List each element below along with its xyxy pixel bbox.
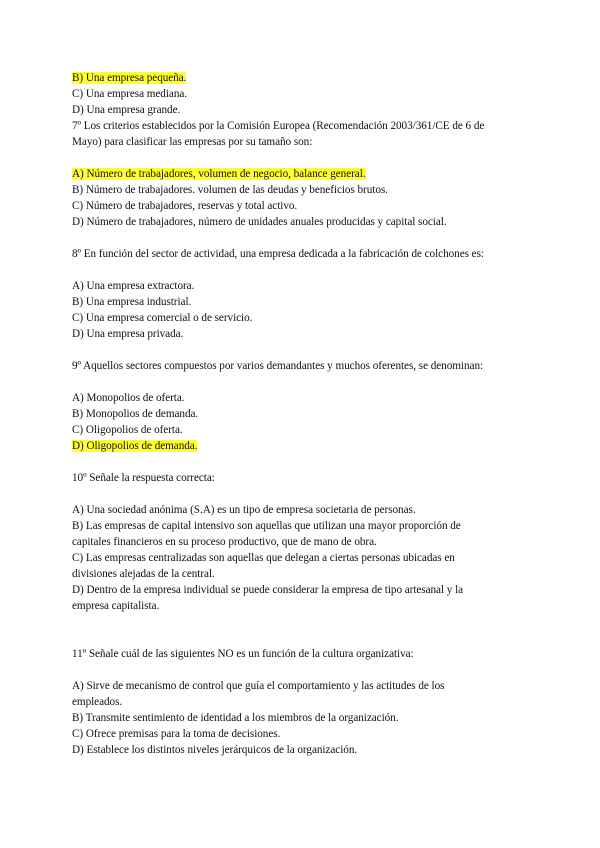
- q8-option-d: D) Una empresa privada.: [72, 328, 184, 340]
- option-d-prev: D) Una empresa grande.: [72, 104, 181, 116]
- q8-option-b: B) Una empresa industrial.: [72, 296, 192, 308]
- spacer: [72, 486, 532, 502]
- spacer: [72, 614, 532, 630]
- question-9: 9º Aquellos sectores compuestos por varios demandantes y muchos oferentes, se denominan:: [72, 360, 484, 372]
- q11-option-c: C) Ofrece premisas para la toma de decisiones.: [72, 728, 281, 740]
- spacer: [72, 230, 532, 246]
- question-7-line-2: Mayo) para clasificar las empresas por su tamaño son:: [72, 136, 313, 148]
- q9-option-a: A) Monopolios de oferta.: [72, 392, 185, 404]
- q11-option-b: B) Transmite sentimiento de identidad a los miembros de la organización.: [72, 712, 399, 724]
- document-page: [72, 70, 532, 758]
- option-c-prev: C) Una empresa mediana.: [72, 88, 188, 100]
- q9-option-c: C) Oligopolios de oferta.: [72, 424, 183, 436]
- highlighted-answer: B) Una empresa pequeña.: [72, 72, 187, 84]
- spacer: [72, 150, 532, 166]
- spacer: [72, 342, 532, 358]
- q10-option-d-line-1: D) Dentro de la empresa individual se puede considerar la empresa de tipo artesanal y la: [72, 584, 464, 596]
- highlighted-answer: D) Oligopolios de demanda.: [72, 440, 198, 452]
- q10-option-d-line-2: empresa capitalista.: [72, 600, 160, 612]
- q9-option-d: [72, 438, 532, 454]
- option-b-prev: [72, 70, 532, 86]
- question-11: 11º Señale cuál de las siguientes NO es un función de la cultura organizativa:: [72, 648, 414, 660]
- spacer: [72, 454, 532, 470]
- q10-option-b-line-2: capitales financieros en su proceso productivo, que de mano de obra.: [72, 536, 377, 548]
- q7-option-b: B) Número de trabajadores. volumen de las deudas y beneficios brutos.: [72, 184, 388, 196]
- q10-option-c-line-1: C) Las empresas centralizadas son aquellas que delegan a ciertas personas ubicadas en: [72, 552, 455, 564]
- question-8: 8º En función del sector de actividad, una empresa dedicada a la fabricación de colchones es:: [72, 248, 484, 260]
- q7-option-c: C) Número de trabajadores, reservas y total activo.: [72, 200, 298, 212]
- q8-option-a: A) Una empresa extractora.: [72, 280, 195, 292]
- q10-option-c-line-2: divisiones alejadas de la central.: [72, 568, 215, 580]
- q11-option-a-line-2: empleados.: [72, 696, 123, 708]
- question-10: 10º Señale la respuesta correcta:: [72, 472, 215, 484]
- q7-option-d: D) Número de trabajadores, número de unidades anuales producidas y capital social.: [72, 216, 447, 228]
- spacer: [72, 262, 532, 278]
- q9-option-b: B) Monopolios de demanda.: [72, 408, 199, 420]
- q7-option-a: [72, 166, 532, 182]
- q10-option-b-line-1: B) Las empresas de capital intensivo son aquellas que utilizan una mayor proporción de: [72, 520, 461, 532]
- spacer: [72, 374, 532, 390]
- highlighted-answer: A) Número de trabajadores, volumen de negocio, balance general.: [72, 168, 366, 180]
- q11-option-a-line-1: A) Sirve de mecanismo de control que guía el comportamiento y las actitudes de los: [72, 680, 445, 692]
- q11-option-d: D) Establece los distintos niveles jerárquicos de la organización.: [72, 744, 358, 756]
- spacer: [72, 630, 532, 646]
- question-7-line-1: 7º Los criterios establecidos por la Comisión Europea (Recomendación 2003/361/CE de 6 de: [72, 120, 485, 132]
- q10-option-a: A) Una sociedad anónima (S.A) es un tipo de empresa societaria de personas.: [72, 504, 416, 516]
- q8-option-c: C) Una empresa comercial o de servicio.: [72, 312, 253, 324]
- spacer: [72, 662, 532, 678]
